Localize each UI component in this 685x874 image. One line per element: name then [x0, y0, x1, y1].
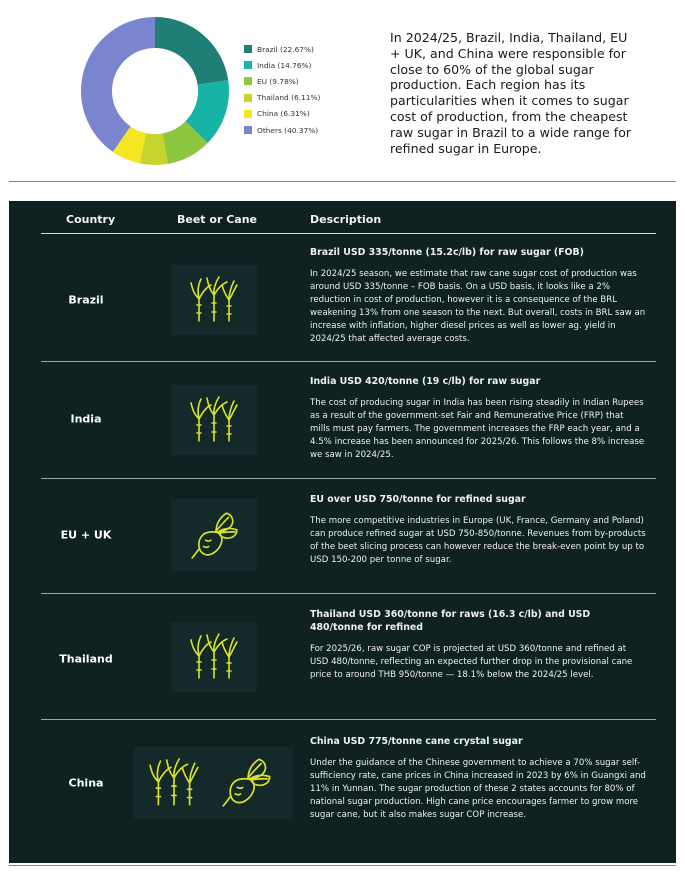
row-description-china [310, 735, 646, 822]
cost-table-panel [9, 201, 676, 863]
row-divider [41, 361, 656, 362]
cane-icon [189, 275, 239, 325]
donut-slice-brazil [155, 17, 228, 85]
legend-item-eu [244, 73, 320, 89]
row-divider [41, 719, 656, 720]
row-description-eu-uk [310, 493, 646, 567]
row-country-india: India [70, 412, 102, 426]
legend-label: Thailand (6.11%) [257, 93, 321, 103]
legend-label: Brazil (22.67%) [257, 44, 314, 54]
cane-icon [189, 632, 239, 682]
legend-item-thailand [244, 90, 320, 106]
row-body: The more competitive industries in Europe (UK, France, Germany and Poland) can produce refined sugar at USD 750-850/tonne. Revenues from by-products of the beet slicing process can however reduce the break-even point by up to USD 150-200 per tonne of sugar. [310, 516, 646, 565]
row-description-thailand [310, 608, 646, 682]
row-divider [41, 593, 656, 594]
row-title: China USD 775/tonne cane crystal sugar [310, 736, 523, 747]
legend-swatch [244, 110, 252, 118]
sugar-production-donut-chart [80, 16, 230, 166]
legend-label: China (6.31%) [257, 109, 310, 119]
beet-icon [189, 509, 241, 561]
top-divider [9, 181, 676, 182]
header-divider [41, 233, 656, 234]
legend-label: EU (9.78%) [257, 76, 299, 86]
icon-cell [171, 385, 257, 455]
chart-legend [244, 41, 320, 138]
donut-slice-others [81, 17, 155, 152]
row-description-india [310, 375, 646, 462]
row-country-china: China [68, 776, 104, 790]
row-body: For 2025/26, raw sugar COP is projected at USD 360/tonne and refined at USD 480/tonne, reflecting an expected further drop in the provisional cane price to around THB 950/tonne — 18.1% below the 2024/25 level. [310, 644, 633, 680]
cane-icon [148, 757, 200, 809]
row-title: India USD 420/tonne (19 c/lb) for raw sugar [310, 376, 541, 387]
header-beet-or-cane: Beet or Cane [177, 213, 257, 226]
row-country-brazil: Brazil [68, 293, 104, 307]
legend-item-china [244, 106, 320, 122]
legend-swatch [244, 61, 252, 69]
row-title: Thailand USD 360/tonne for raws (16.3 c/lb) and USD 480/tonne for refined [310, 609, 591, 633]
beet-icon [220, 755, 274, 809]
icon-cell [171, 499, 257, 571]
row-country-thailand: Thailand [59, 652, 113, 666]
cane-icon [189, 395, 239, 445]
row-body: The cost of producing sugar in India has been rising steadily in Indian Rupees as a result of the government-set Fair and Remunerative Price (FRP) that mills must pay farmers. The government increases the FRP each year, and a 4.5% increase has been announced for 2025/26. This follows the 8% increase we saw in 2024/25. [310, 398, 645, 460]
legend-item-brazil [244, 41, 320, 57]
row-title: EU over USD 750/tonne for refined sugar [310, 494, 526, 505]
legend-swatch [244, 94, 252, 102]
legend-item-others [244, 122, 320, 138]
legend-swatch [244, 45, 252, 53]
legend-swatch [244, 126, 252, 134]
row-divider [41, 478, 656, 479]
legend-swatch [244, 77, 252, 85]
row-title: Brazil USD 335/tonne (15.2c/lb) for raw sugar (FOB) [310, 247, 584, 258]
header-country: Country [66, 213, 116, 226]
intro-paragraph: In 2024/25, Brazil, India, Thailand, EU + UK, and China were responsible for close to 60% of the global sugar production. Each region has its particularities when it comes to sugar cost of production, from the cheapest raw sugar in Brazil to a wide range for refined sugar in Europe. [390, 30, 632, 156]
legend-label: Others (40.37%) [257, 125, 319, 135]
icon-cell [134, 747, 294, 819]
header-description: Description [310, 213, 382, 226]
row-body: In 2024/25 season, we estimate that raw cane sugar cost of production was around USD 335/tonne – FOB basis. On a USD basis, it looks like a 2% reduction in cost of production, however it is a consequence of the BRL weakening 13% from one season to the next. But overall, costs in BRL saw an increase with inflation, higher diesel prices as well as lower ag. yield in 2024/25 that affected average costs. [310, 269, 646, 344]
icon-cell [171, 622, 257, 692]
legend-item-india [244, 57, 320, 73]
icon-cell [171, 265, 257, 335]
bottom-divider [9, 865, 676, 866]
row-country-eu-uk: EU + UK [60, 528, 112, 542]
row-body: Under the guidance of the Chinese government to achieve a 70% sugar self-sufficiency rate, cane prices in China increased in 2023 by 6% in Guangxi and 11% in Yunnan. The sugar production of these 2 states accounts for 80% of national sugar production. High cane price encourages farmer to grow more sugar cane, but it also makes sugar COP increase. [310, 758, 646, 820]
row-description-brazil [310, 246, 646, 346]
legend-label: India (14.76%) [257, 60, 312, 70]
